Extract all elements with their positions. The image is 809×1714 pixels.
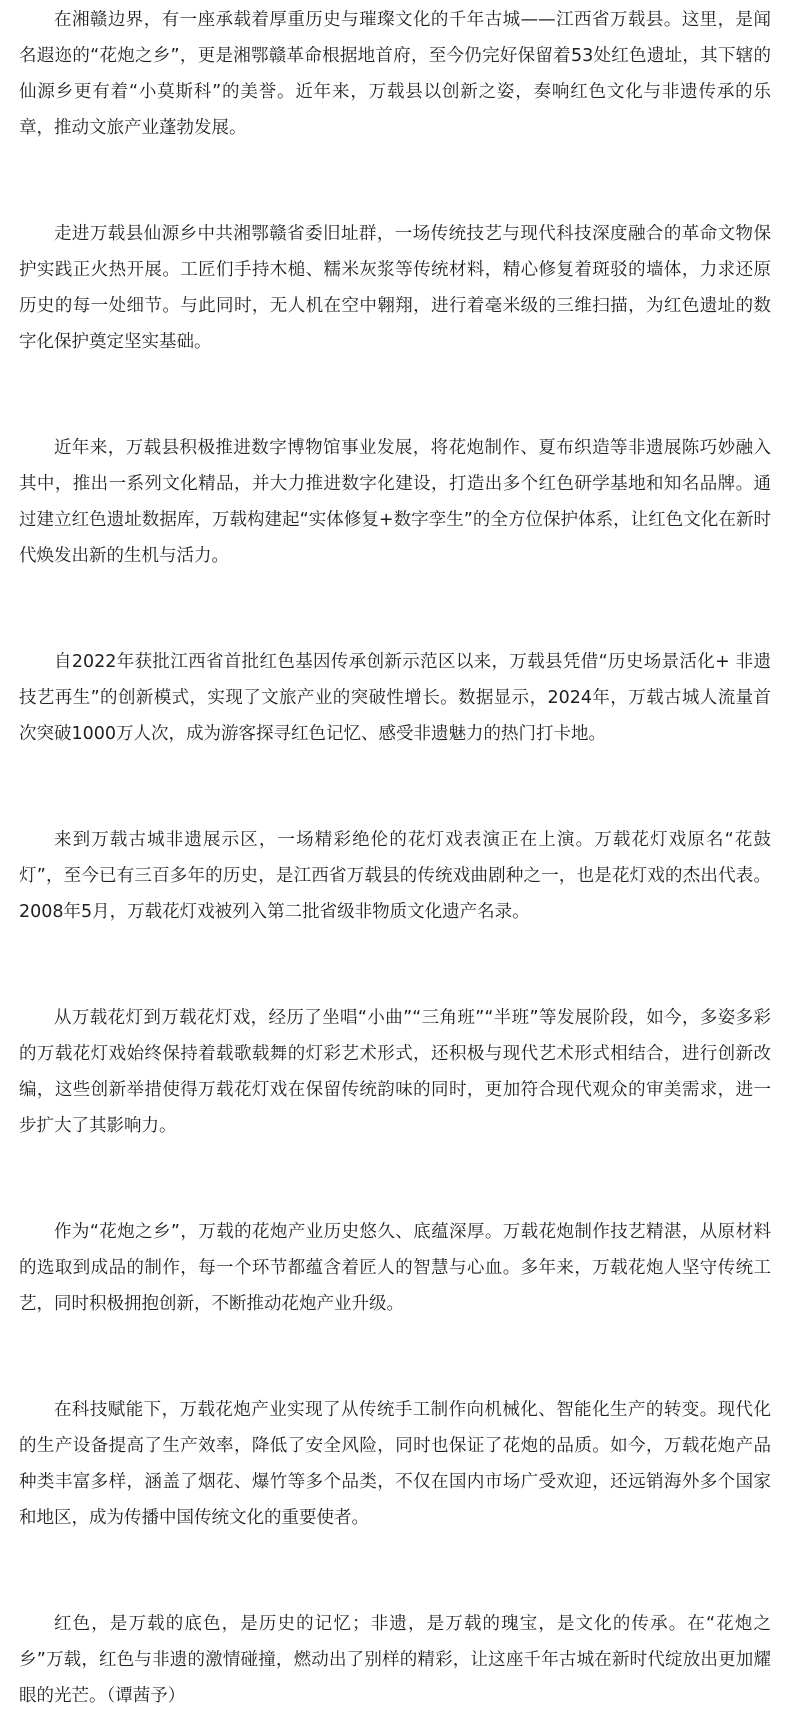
paragraph: 从万载花灯到万载花灯戏，经历了坐唱“小曲”“三角班”“半班”等发展阶段，如今，多姿多彩的万载花灯戏始终保持着载歌载舞的灯彩艺术形式，还积极与现代艺术形式相结合，进行创新改编，这些创新举措使得万载花灯戏在保留传统韵味的同时，更加符合现代观众的审美需求，进一步扩大了其影响力。 (19, 1008, 771, 1136)
paragraph: 自2022年获批江西省首批红色基因传承创新示范区以来，万载县凭借“历史场景活化+ 非遗技艺再生”的创新模式，实现了文旅产业的突破性增长。数据显示，2024年，万载古城人流量首次突破1000万人次，成为游客探寻红色记忆、感受非遗魅力的热门打卡地。 (19, 652, 771, 744)
paragraph: 走进万载县仙源乡中共湘鄂赣省委旧址群，一场传统技艺与现代科技深度融合的革命文物保护实践正火热开展。工匠们手持木槌、糯米灰浆等传统材料，精心修复着斑驳的墙体，力求还原历史的每一处细节。与此同时，无人机在空中翱翔，进行着毫米级的三维扫描，为红色遗址的数字化保护奠定坚实基础。 (19, 224, 771, 352)
paragraph: 来到万载古城非遗展示区，一场精彩绝伦的花灯戏表演正在上演。万载花灯戏原名“花鼓灯”，至今已有三百多年的历史，是江西省万载县的传统戏曲剧种之一，也是花灯戏的杰出代表。2008年5月，万载花灯戏被列入第二批省级非物质文化遗产名录。 (19, 830, 771, 922)
paragraph-with-byline: 红色，是万载的底色，是历史的记忆；非遗，是万载的瑰宝，是文化的传承。在“花炮之乡”万载，红色与非遗的激情碰撞，燃动出了别样的精彩，让这座千年古城在新时代绽放出更加耀眼的光芒。（谭茜予） (19, 1614, 771, 1706)
paragraph: 在湘赣边界，有一座承载着厚重历史与璀璨文化的千年古城——江西省万载县。这里，是闻名遐迩的“花炮之乡”，更是湘鄂赣革命根据地首府，至今仍完好保留着53处红色遗址，其下辖的仙源乡更有着“小莫斯科”的美誉。近年来，万载县以创新之姿，奏响红色文化与非遗传承的乐章，推动文旅产业蓬勃发展。 (19, 10, 771, 138)
paragraph: 作为“花炮之乡”，万载的花炮产业历史悠久、底蕴深厚。万载花炮制作技艺精湛，从原材料的选取到成品的制作，每一个环节都蕴含着匠人的智慧与心血。多年来，万载花炮人坚守传统工艺，同时积极拥抱创新，不断推动花炮产业升级。 (19, 1222, 771, 1314)
paragraph: 近年来，万载县积极推进数字博物馆事业发展，将花炮制作、夏布织造等非遗展陈巧妙融入其中，推出一系列文化精品，并大力推进数字化建设，打造出多个红色研学基地和知名品牌。通过建立红色遗址数据库，万载构建起“实体修复+数字孪生”的全方位保护体系，让红色文化在新时代焕发出新的生机与活力。 (19, 438, 771, 566)
paragraph: 在科技赋能下，万载花炮产业实现了从传统手工制作向机械化、智能化生产的转变。现代化的生产设备提高了生产效率，降低了安全风险，同时也保证了花炮的品质。如今，万载花炮产品种类丰富多样，涵盖了烟花、爆竹等多个品类，不仅在国内市场广受欢迎，还远销海外多个国家和地区，成为传播中国传统文化的重要使者。 (19, 1400, 771, 1528)
article-body (19, 0, 771, 1714)
